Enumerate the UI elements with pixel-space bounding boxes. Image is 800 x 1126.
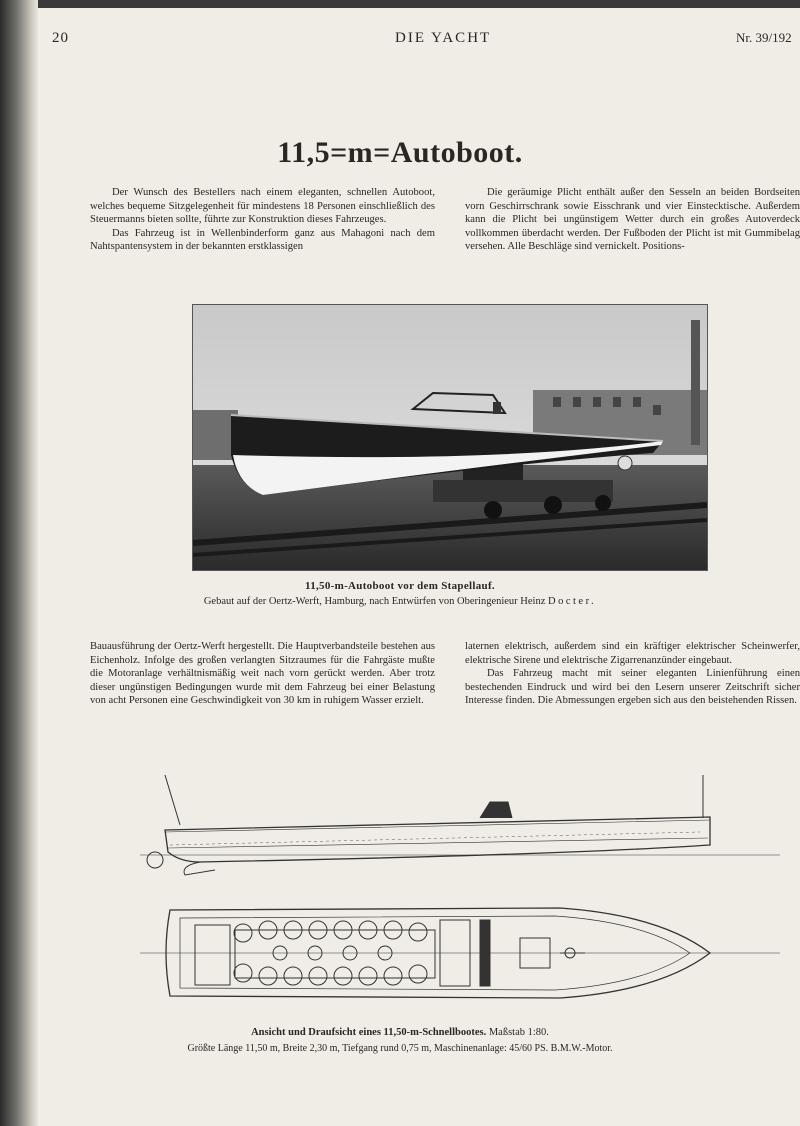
article-title: 11,5=m=Autoboot. xyxy=(277,136,523,169)
paragraph: Die geräumige Plicht enthält außer den Sesseln an beiden Bordseiten vorn Geschirrschrank sowie Eisschrank und vier Einstecktische. Außerdem kann die Plicht bei ungünstigem Wetter durch ein großes Autoverdeck vollkommen überdacht werden. Der Fußboden der Plicht ist mit Gummibelag versehen. Alle Beschläge sind vernickelt. Positions- xyxy=(465,187,800,253)
photo-credit-text: Gebaut auf der Oertz-Werft, Hamburg, nach Entwürfen von Oberingenieur Heinz xyxy=(203,596,546,607)
photo-caption-credit xyxy=(0,596,800,607)
drawing-caption-heading: Ansicht und Draufsicht eines 11,50-m-Schnellbootes. xyxy=(251,1027,487,1038)
designer-name: Docter. xyxy=(548,596,597,607)
boat-photo xyxy=(193,305,707,570)
boat-plan-drawing xyxy=(140,770,780,1020)
paragraph: Der Wunsch des Bestellers nach einem eleganten, schnellen Autoboot, welches bequeme Sitzgelegenheit für mindestens 18 Personen einschließlich des Steuermanns bieten sollte, führte zur Konstruktion dieses Fahrzeuges. xyxy=(90,187,435,226)
issue-number: Nr. 39/192 xyxy=(736,30,792,45)
paragraph: laternen elektrisch, außerdem sind ein kräftiger elektrischer Scheinwerfer, elektrische Sirene und elektrische Zigarrenanzünder eingebaut. xyxy=(465,641,800,666)
text-column-bottom-right xyxy=(465,640,800,740)
drawing-scale: Maßstab 1:80. xyxy=(488,1027,549,1038)
text-column-bottom-left xyxy=(90,640,435,740)
magazine-title: DIE YACHT xyxy=(395,30,492,46)
paragraph: Bauausführung der Oertz-Werft hergestellt. Die Hauptverbandsteile bestehen aus Eichenholz. Infolge des großen verlangten Sitzraumes für die Fahrgäste mußte die Motoranlage verhältnismäßig weit nach vorn gerückt werden. Aber trotz dieser ungünstigen Bedingungen wurde mit dem Fahrzeug bei einer Belastung von acht Personen eine Geschwindigkeit von 30 km in ruhigem Wasser erzielt. xyxy=(90,641,435,707)
text-column-top-right xyxy=(465,186,800,274)
drawing-caption-title xyxy=(0,1027,800,1038)
page-number: 20 xyxy=(52,30,69,46)
text-column-top-left xyxy=(90,186,435,274)
boat-photo-illustration xyxy=(193,305,707,570)
drawing-caption-specs: Größte Länge 11,50 m, Breite 2,30 m, Tiefgang rund 0,75 m, Maschinenanlage: 45/60 PS. B.M.W.-Motor. xyxy=(187,1043,613,1054)
paragraph: Das Fahrzeug macht mit seiner eleganten Linienführung einen bestechenden Eindruck und wird bei den Lesern unserer Zeitschrift sicher Interesse finden. Die Abmessungen ergeben sich aus den beistehenden Rissen. xyxy=(465,668,800,707)
photo-caption-title: 11,50-m-Autoboot vor dem Stapellauf. xyxy=(305,580,495,592)
boat-plan-illustration xyxy=(140,770,780,1020)
paragraph: Das Fahrzeug ist in Wellenbinderform ganz aus Mahagoni nach dem Nahtspantensystem in der bekannten erstklassigen xyxy=(90,227,435,253)
